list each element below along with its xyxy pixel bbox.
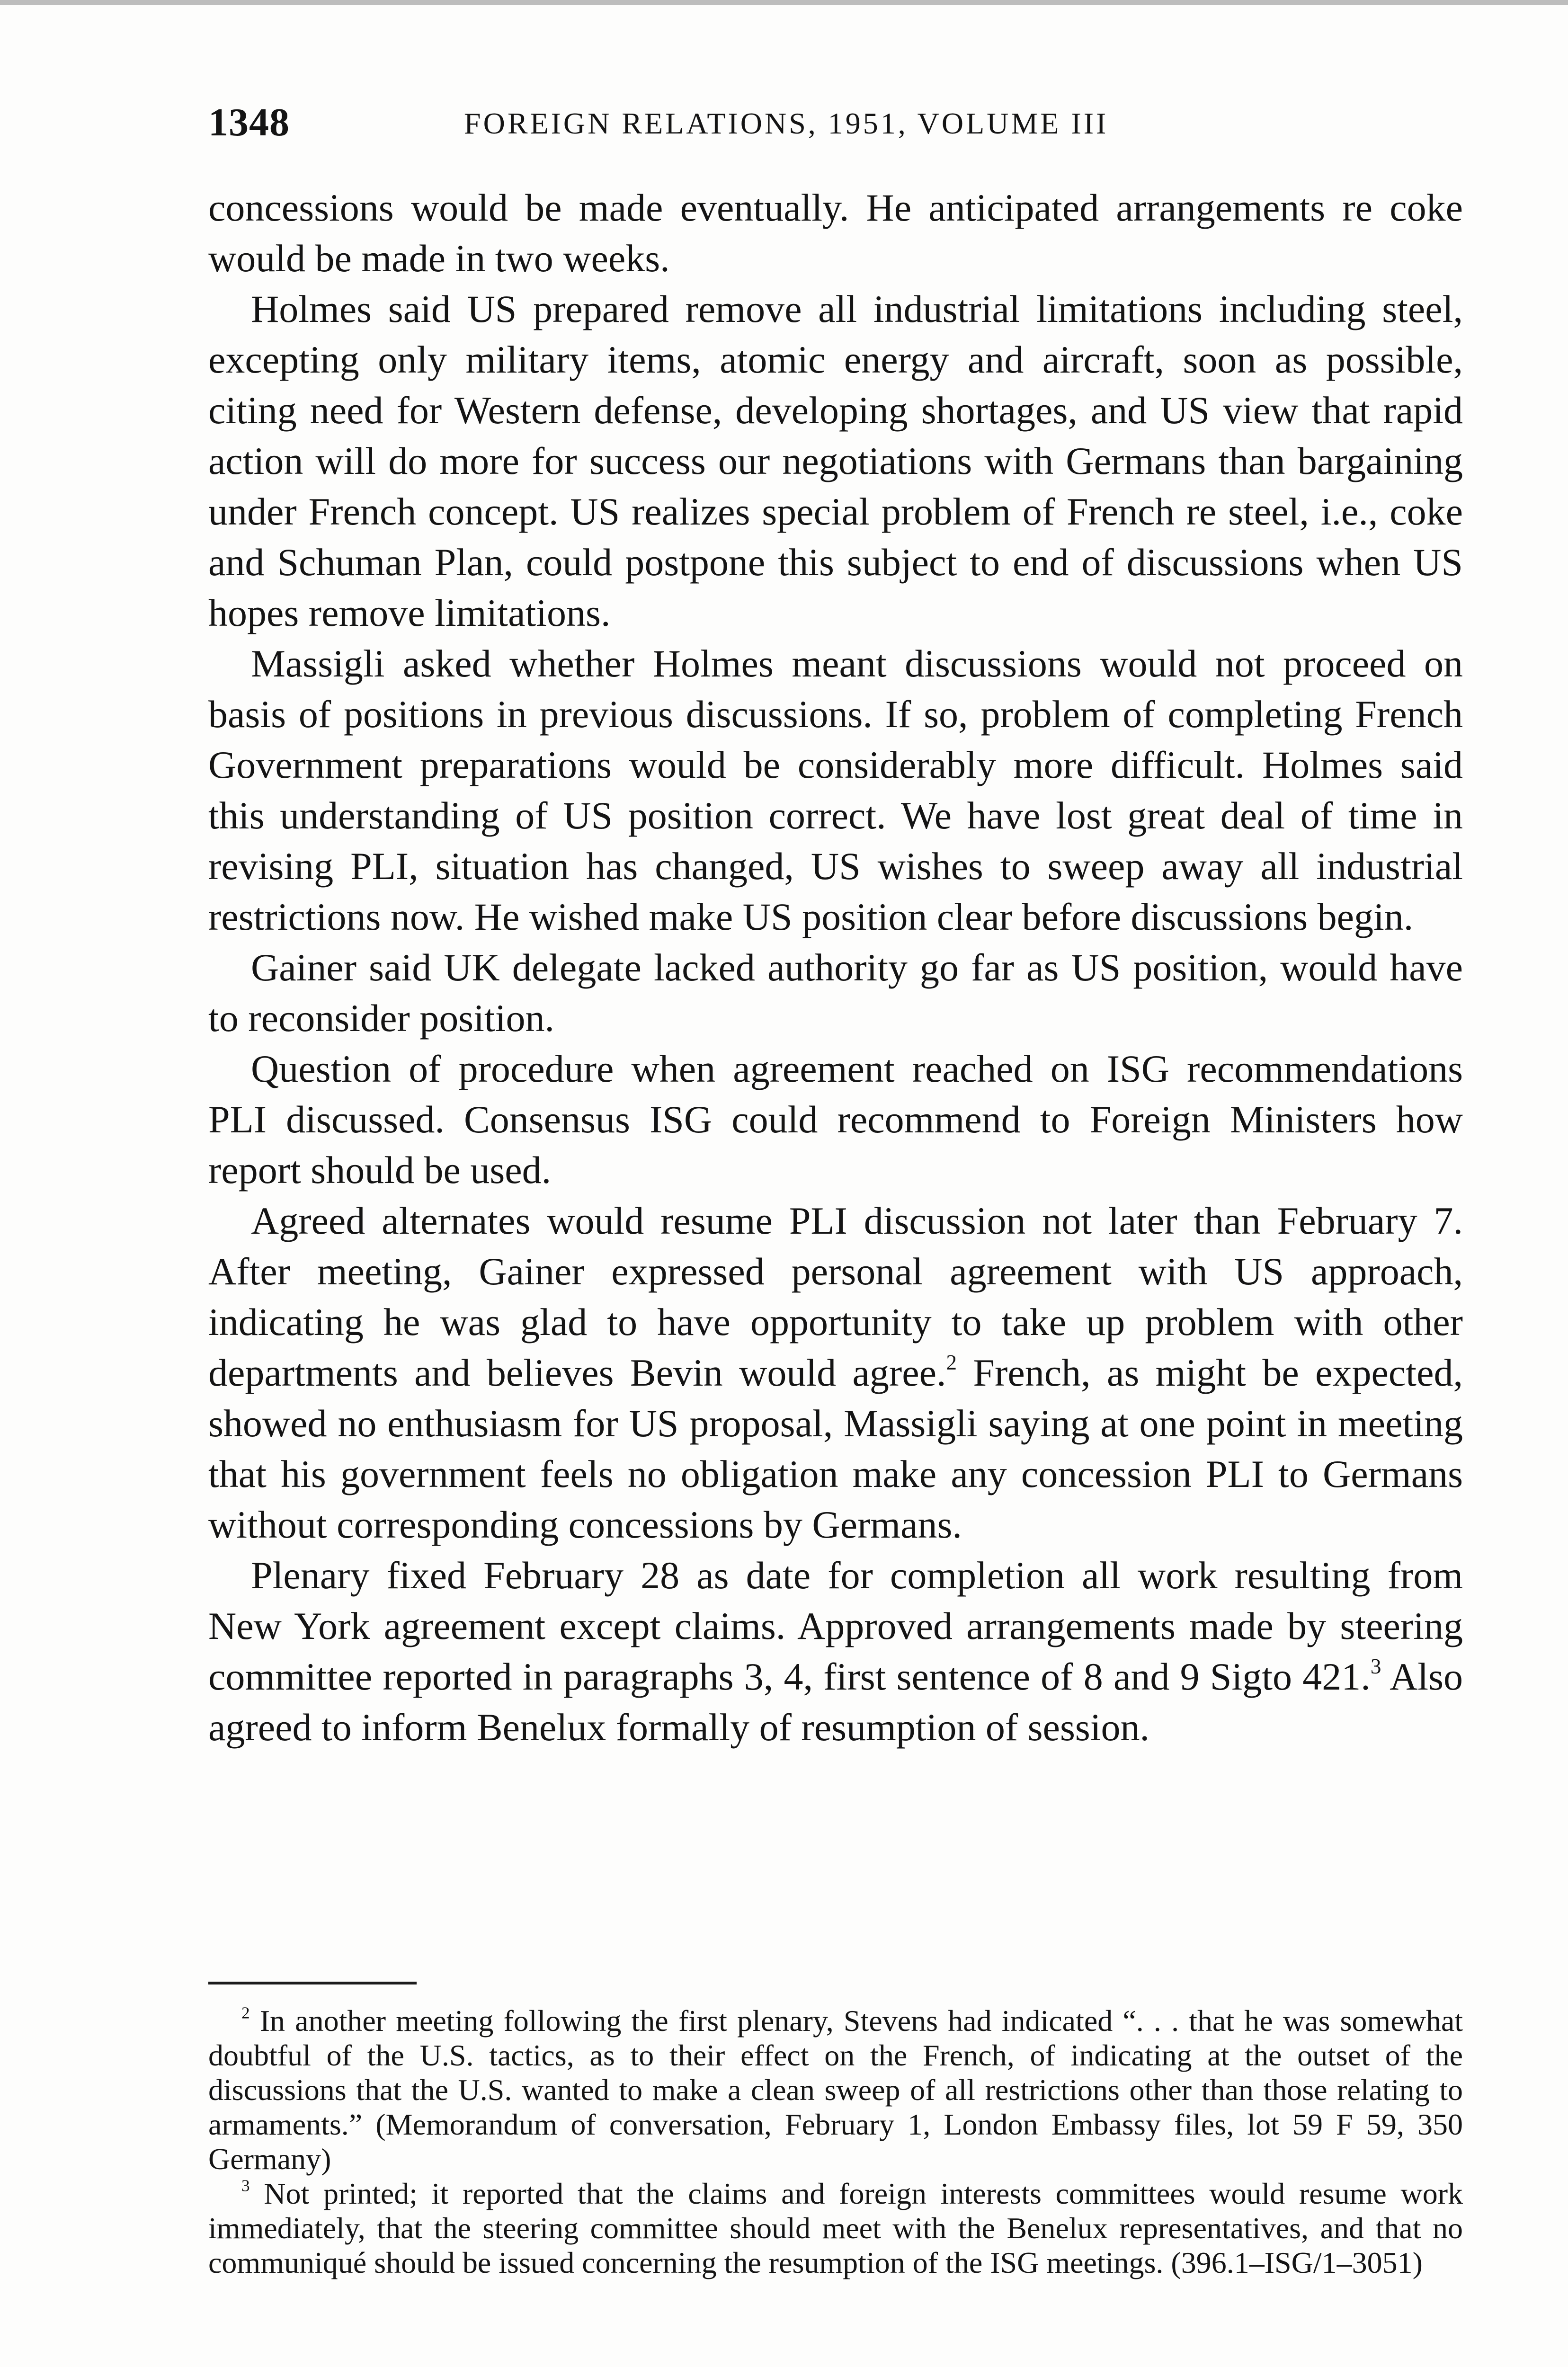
paragraph-plenary-text-b: Also agreed to inform Benelux formally of resumption of session. <box>208 1655 1463 1749</box>
paragraph-alternates-text-a: Agreed alternates would resume PLI discussion not later than February 7. After meeting, Gainer expressed personal agreement with US approach, indicating he was glad to have opportunity to take up problem with other departments and believes Bevin would agree. <box>208 1199 1463 1394</box>
paragraph-plenary-text-a: Plenary fixed February 28 as date for completion all work resulting from New York agreement except claims. Approved arrangements made by steering committee reported in paragraphs 3, 4, first sentence of 8 and 9 Sigto 421. <box>208 1554 1463 1698</box>
footnote-3 <box>208 2176 1463 2280</box>
paragraph-massigli-question: Massigli asked whether Holmes meant discussions would not proceed on basis of positions in previous discussions. If so, problem of completing French Government preparations would be considerably more difficult. Holmes said this understanding of US position correct. We have lost great deal of time in revising PLI, situation has changed, US wishes to sweep away all industrial restrictions now. He wished make US position clear before discussions begin. <box>208 642 1463 938</box>
footnotes <box>208 2003 1463 2280</box>
footnote-2 <box>208 2003 1463 2176</box>
paragraph-alternates <box>208 1195 1463 1550</box>
running-head: FOREIGN RELATIONS, 1951, VOLUME III <box>464 107 1109 140</box>
paragraph-continued: concessions would be made eventually. He anticipated arrangements re coke would be made in two weeks. <box>208 186 1463 280</box>
footnote-3-mark: 3 <box>241 2176 250 2195</box>
paragraph-holmes-limitations: Holmes said US prepared remove all industrial limitations including steel, excepting only military items, atomic energy and aircraft, soon as possible, citing need for Western defense, developing shortages, and US view that rapid action will do more for success our negotiations with Germans than bargaining under French concept. US realizes special problem of French re steel, i.e., coke and Schuman Plan, could postpone this subject to end of discussions when US hopes remove limitations. <box>208 287 1463 634</box>
footnote-ref-2: 2 <box>946 1351 957 1375</box>
paragraph-procedure: Question of procedure when agreement reached on ISG recommendations PLI discussed. Consensus ISG could recommend to Foreign Ministers how report should be used. <box>208 1047 1463 1192</box>
footnote-ref-3: 3 <box>1370 1655 1381 1679</box>
page-header <box>208 99 1468 151</box>
page-number: 1348 <box>208 100 290 144</box>
footnote-separator <box>208 1982 417 1984</box>
footnote-2-text: In another meeting following the first plenary, Stevens had indicated “. . . that he was somewhat doubtful of the U.S. tactics, as to their effect on the French, of indicating at the outset of the discussions that the U.S. wanted to make a clean sweep of all restrictions other than those relating to armaments.” (Memorandum of conversation, February 1, London Embassy files, lot 59 F 59, 350 Germany) <box>208 2004 1463 2176</box>
body-text <box>208 182 1463 1753</box>
paragraph-plenary <box>208 1550 1463 1753</box>
paragraph-gainer-uk: Gainer said UK delegate lacked authority go far as US position, would have to reconsider position. <box>208 946 1463 1040</box>
paragraph-alternates-text-b: French, as might be expected, showed no enthusiasm for US proposal, Massigli saying at one point in meeting that his government feels no obligation make any concession PLI to Germans without corresponding concessions by Germans. <box>208 1351 1463 1546</box>
footnote-3-text: Not printed; it reported that the claims and foreign interests committees would resume work immediately, that the steering committee should meet with the Benelux representatives, and that no communiqué should be issued concerning the resumption of the ISG meetings. (396.1–ISG/1–3051) <box>208 2177 1463 2279</box>
scan-top-edge <box>0 0 1568 5</box>
footnote-2-mark: 2 <box>241 2003 250 2022</box>
